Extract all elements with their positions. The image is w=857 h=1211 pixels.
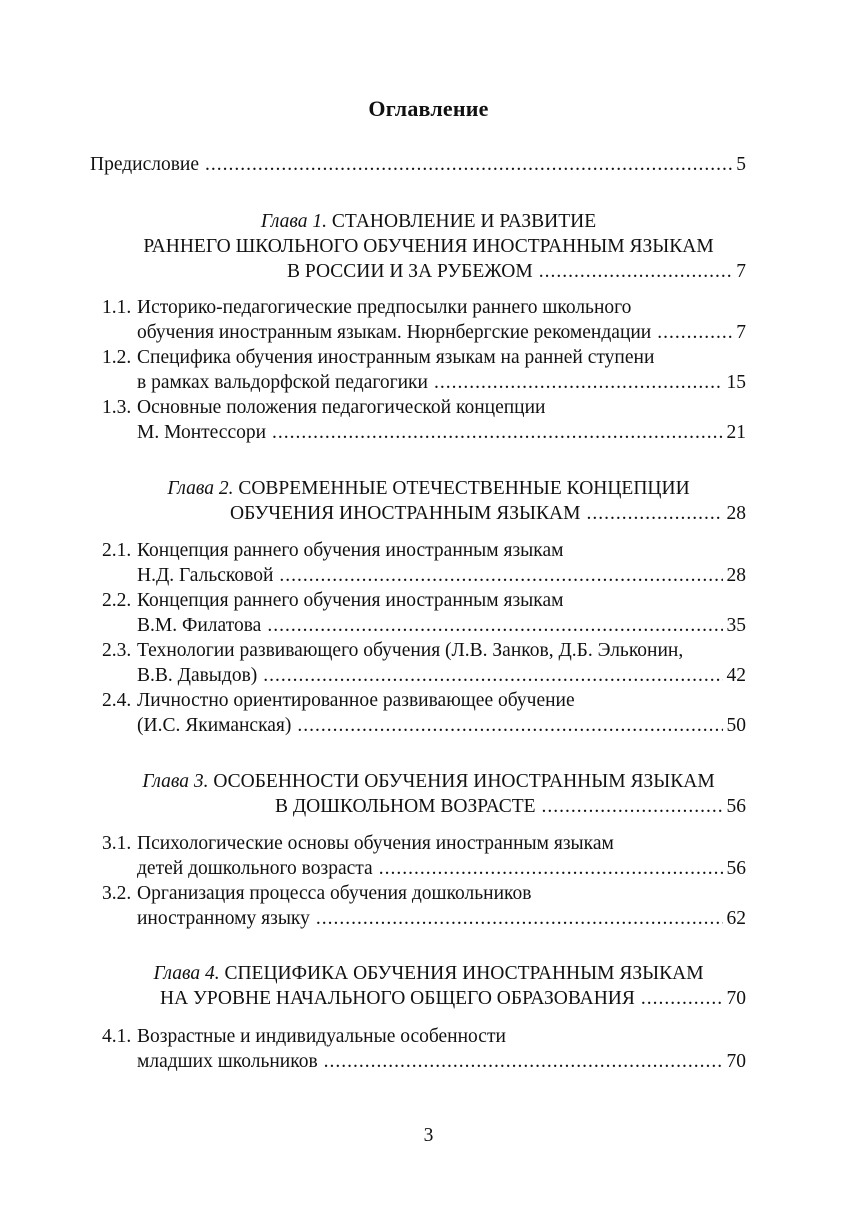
toc-entry-preface[interactable]: [90, 153, 746, 177]
section-title-line[interactable]: Технологии развивающего обучения (Л.В. Занков, Д.Б. Эльконин,: [137, 640, 684, 661]
chapter-heading-last[interactable]: [275, 795, 746, 819]
section-title-line[interactable]: Концепция раннего обучения иностранным языкам: [137, 540, 564, 561]
section-number: 2.4.: [102, 690, 132, 711]
section-title-line[interactable]: Концепция раннего обучения иностранным языкам: [137, 590, 564, 611]
section-title-line: В.М. Филатова: [137, 615, 262, 636]
leader-dots: [279, 564, 722, 588]
leader-dots: [316, 907, 723, 931]
toc-entry[interactable]: [137, 421, 746, 445]
section-title-line: в рамках вальдорфской педагогики: [137, 372, 428, 393]
entry-page: 7: [736, 322, 746, 343]
entry-page: 56: [726, 796, 746, 817]
section-title-line[interactable]: Основные положения педагогической концепции: [137, 397, 546, 418]
page-title: Оглавление: [368, 96, 489, 121]
section-title-line: (И.С. Якиманская): [137, 715, 292, 736]
chapter-heading-line[interactable]: [0, 210, 857, 234]
chapter-heading-line[interactable]: [0, 962, 857, 986]
chapter-heading-last[interactable]: [230, 502, 746, 526]
entry-page: 70: [726, 988, 746, 1009]
section-title-line: иностранному языку: [137, 908, 310, 929]
chapter-title-line: ОБУЧЕНИЯ ИНОСТРАННЫМ ЯЗЫКАМ: [230, 503, 581, 524]
page-number: 3: [423, 1125, 434, 1146]
toc-entry[interactable]: [137, 1050, 746, 1074]
chapter-prefix: Глава 3.: [142, 771, 209, 792]
section-number: 2.2.: [102, 590, 132, 611]
section-title-line: Н.Д. Гальсковой: [137, 565, 274, 586]
chapter-title-line: НА УРОВНЕ НАЧАЛЬНОГО ОБЩЕГО ОБРАЗОВАНИЯ: [160, 988, 635, 1009]
toc-entry[interactable]: [137, 564, 746, 588]
chapter-title-line: СОВРЕМЕННЫЕ ОТЕЧЕСТВЕННЫЕ КОНЦЕПЦИИ: [238, 478, 690, 499]
toc-entry[interactable]: [137, 907, 746, 931]
leader-dots: [297, 714, 722, 738]
section-title-line[interactable]: Историко-педагогические предпосылки раннего школьного: [137, 297, 632, 318]
leader-dots: [657, 321, 732, 345]
toc-entry[interactable]: [137, 664, 746, 688]
leader-dots: [205, 153, 732, 177]
chapter-prefix: Глава 1.: [260, 211, 328, 232]
section-number: 1.2.: [102, 347, 132, 368]
chapter-title-line: СТАНОВЛЕНИЕ И РАЗВИТИЕ: [331, 211, 597, 232]
section-number: 1.1.: [102, 297, 132, 318]
chapter-title-line: В ДОШКОЛЬНОМ ВОЗРАСТЕ: [275, 796, 536, 817]
section-title-line: обучения иностранным языкам. Нюрнбергские рекомендации: [137, 322, 652, 343]
leader-dots: [586, 502, 722, 526]
leader-dots: [324, 1050, 723, 1074]
entry-page: 50: [726, 715, 746, 736]
chapter-title-line: РАННЕГО ШКОЛЬНОГО ОБУЧЕНИЯ ИНОСТРАННЫМ ЯЗЫКАМ: [143, 236, 714, 257]
section-title-line[interactable]: Организация процесса обучения дошкольников: [137, 883, 532, 904]
leader-dots: [542, 795, 723, 819]
entry-page: 5: [736, 154, 746, 175]
leader-dots: [379, 857, 723, 881]
entry-page: 28: [726, 565, 746, 586]
section-title-line: М. Монтессори: [137, 422, 267, 443]
section-title-line[interactable]: Специфика обучения иностранным языкам на ранней ступени: [137, 347, 655, 368]
section-title-line[interactable]: Личностно ориентированное развивающее обучение: [137, 690, 575, 711]
section-title-line: детей дошкольного возраста: [137, 858, 373, 879]
chapter-heading-last[interactable]: [287, 260, 746, 284]
toc-entry[interactable]: [137, 321, 746, 345]
toc-entry[interactable]: [137, 857, 746, 881]
section-title-line[interactable]: Возрастные и индивидуальные особенности: [137, 1026, 506, 1047]
toc-entry[interactable]: [137, 371, 746, 395]
section-title-line[interactable]: Психологические основы обучения иностранным языкам: [137, 833, 614, 854]
section-number: 1.3.: [102, 397, 132, 418]
entry-label: Предисловие: [90, 154, 200, 175]
chapter-title-line: СПЕЦИФИКА ОБУЧЕНИЯ ИНОСТРАННЫМ ЯЗЫКАМ: [224, 963, 704, 984]
entry-page: 56: [726, 858, 746, 879]
chapter-title-line: ОСОБЕННОСТИ ОБУЧЕНИЯ ИНОСТРАННЫМ ЯЗЫКАМ: [213, 771, 715, 792]
section-title-line: младших школьников: [137, 1051, 318, 1072]
leader-dots: [263, 664, 722, 688]
chapter-heading-line[interactable]: [0, 770, 857, 794]
section-number: 2.1.: [102, 540, 132, 561]
leader-dots: [267, 614, 722, 638]
chapter-prefix: Глава 4.: [153, 963, 220, 984]
chapter-heading-line[interactable]: [0, 477, 857, 501]
leader-dots: [272, 421, 722, 445]
section-number: 4.1.: [102, 1026, 132, 1047]
entry-page: 15: [726, 372, 746, 393]
leader-dots: [641, 987, 723, 1011]
entry-page: 7: [736, 261, 746, 282]
entry-page: 70: [726, 1051, 746, 1072]
entry-page: 28: [726, 503, 746, 524]
toc-entry[interactable]: [137, 714, 746, 738]
entry-page: 62: [726, 908, 746, 929]
section-title-line: В.В. Давыдов): [137, 665, 258, 686]
entry-page: 42: [726, 665, 746, 686]
section-number: 3.1.: [102, 833, 132, 854]
chapter-heading-last[interactable]: [160, 987, 746, 1011]
entry-page: 35: [726, 615, 746, 636]
toc-entry[interactable]: [137, 614, 746, 638]
leader-dots: [539, 260, 733, 284]
leader-dots: [434, 371, 723, 395]
entry-page: 21: [726, 422, 746, 443]
section-number: 2.3.: [102, 640, 132, 661]
chapter-title-line: В РОССИИ И ЗА РУБЕЖОМ: [287, 261, 533, 282]
chapter-prefix: Глава 2.: [167, 478, 234, 499]
section-number: 3.2.: [102, 883, 132, 904]
